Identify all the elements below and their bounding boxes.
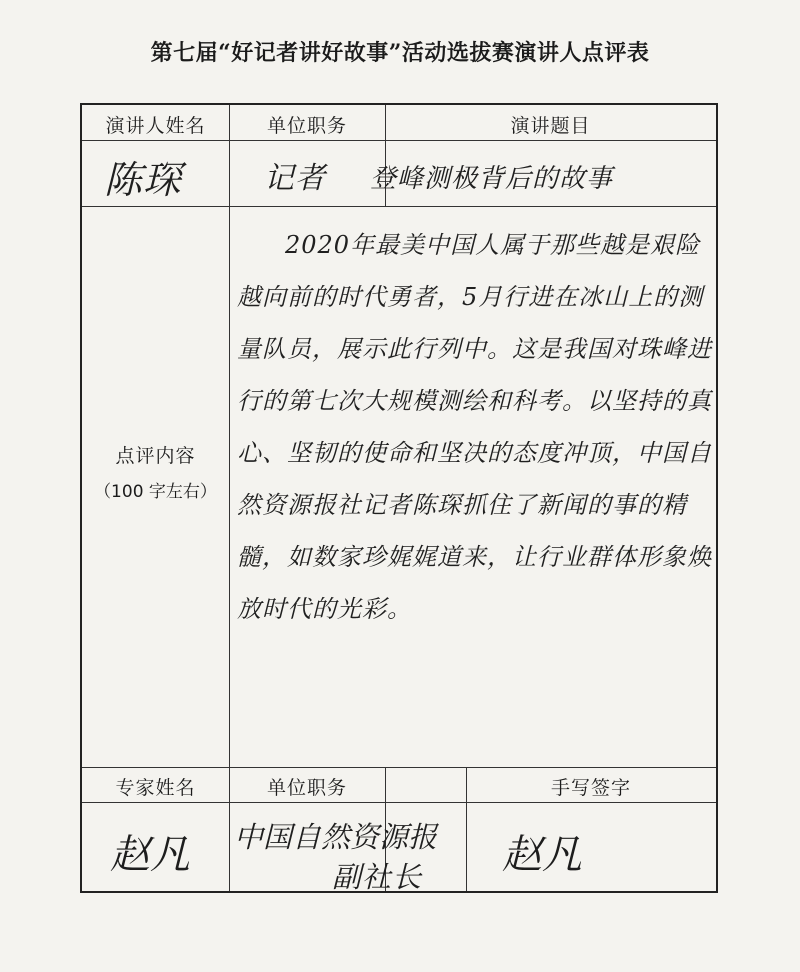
- page-title: 第七届“好记者讲好故事”活动选拔赛演讲人点评表: [150, 40, 650, 66]
- comment-label: 点评内容: [115, 445, 196, 467]
- expert-name-label: 专家姓名: [115, 777, 196, 799]
- row-divider: [82, 206, 716, 207]
- expert-signature: 赵凡: [502, 832, 582, 878]
- signature-label: 手写签字: [550, 777, 631, 799]
- expert-unit-label: 单位职务: [266, 777, 347, 799]
- expert-unit-line2: 副社长: [332, 860, 423, 894]
- evaluation-form: [80, 103, 718, 893]
- speech-topic-value: 登峰测极背后的故事: [370, 164, 614, 194]
- comment-sublabel: （100 字左右）: [94, 482, 217, 502]
- speaker-unit-label: 单位职务: [266, 115, 347, 137]
- row-divider: [82, 140, 716, 141]
- expert-unit-line1: 中国自然资源报: [234, 820, 438, 854]
- speaker-name-label: 演讲人姓名: [105, 115, 206, 137]
- row-divider: [82, 767, 716, 768]
- speech-topic-label: 演讲题目: [510, 115, 591, 137]
- row-divider: [82, 802, 716, 803]
- speaker-unit-value: 记者: [264, 161, 326, 196]
- expert-name-value: 赵凡: [110, 832, 190, 878]
- speaker-name-value: 陈琛: [104, 158, 183, 202]
- comment-text: 2020年最美中国人属于那些越是艰险越向前的时代勇者，5月行进在冰山上的测量队员，展示此行列中。这是我国对珠峰进行的第七次大规模测绘和科考。以坚持的真心、坚韧的使命和坚决的态度冲顶，中国自然资源报社记者陈琛抓住了新闻的事的精髓，如数家珍娓娓道来，让行业群体形象焕放时代的光彩。: [237, 231, 712, 623]
